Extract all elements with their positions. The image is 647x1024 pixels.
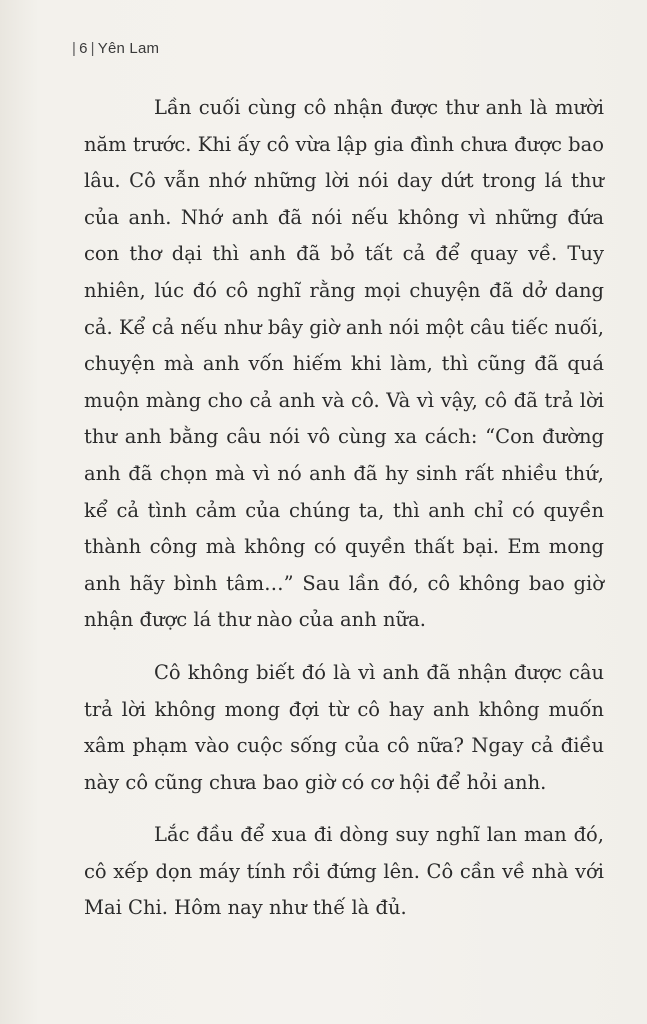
page-number: 6 [79,40,88,57]
header-separator: | [72,40,77,57]
body-text [84,90,604,943]
author-name: Yên Lam [97,40,160,57]
running-head [72,40,159,57]
paragraph: Cô không biết đó là vì anh đã nhận được câu trả lời không mong đợi từ cô hay anh không muốn xâm phạm vào cuộc sống của cô nữa? Ngay cả điều này cô cũng chưa bao giờ có cơ hội để hỏi anh. [84,660,604,794]
header-separator: | [90,40,95,57]
paragraph: Lắc đầu để xua đi dòng suy nghĩ lan man đó, cô xếp dọn máy tính rồi đứng lên. Cô cần về nhà với Mai Chi. Hôm nay như thế là đủ. [84,823,604,920]
paragraph: Lần cuối cùng cô nhận được thư anh là mười năm trước. Khi ấy cô vừa lập gia đình chưa được bao lâu. Cô vẫn nhớ những lời nói day dứt trong lá thư của anh. Nhớ anh đã nói nếu không vì những đứa con thơ dại thì anh đã bỏ tất cả để quay về. Tuy nhiên, lúc đó cô nghĩ rằng mọi chuyện đã dở dang cả. Kể cả nếu như bây giờ anh nói một câu tiếc nuối, chuyện mà anh vốn hiếm khi làm, thì cũng đã quá muộn màng cho cả anh và cô. Và vì vậy, cô đã trả lời thư anh bằng câu nói vô cùng xa cách: “Con đường anh đã chọn mà vì nó anh đã hy sinh rất nhiều thứ, kể cả tình cảm của chúng ta, thì anh chỉ có quyền thành công mà không có quyền thất bại. Em mong anh hãy bình tâm…” Sau lần đó, cô không bao giờ nhận được lá thư nào của anh nữa. [84,96,604,632]
